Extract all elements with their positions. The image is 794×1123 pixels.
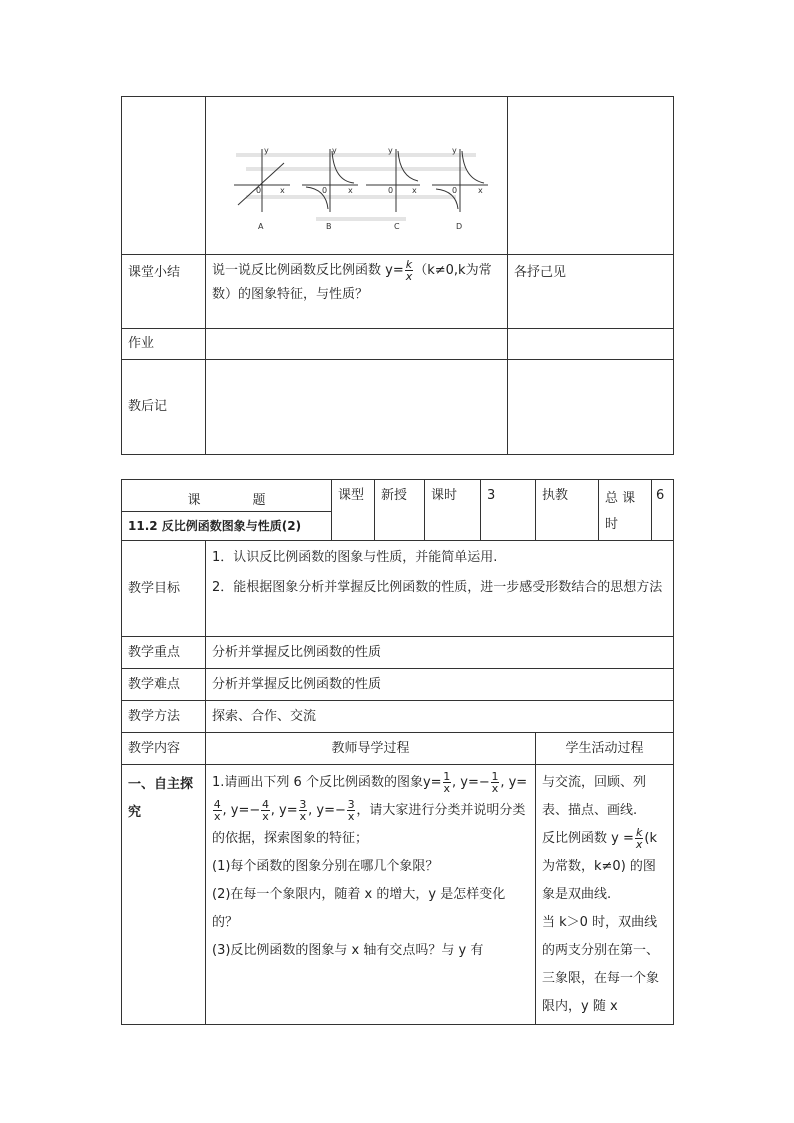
student-process-header: 学生活动过程: [536, 733, 674, 765]
blank-cell: [508, 97, 674, 255]
difficulty-label: 教学难点: [122, 669, 206, 701]
goals-label: 教学目标: [122, 541, 206, 637]
svg-text:y: y: [388, 146, 393, 155]
teacher-process-header: 教师导学过程: [206, 733, 536, 765]
reflection-content: [206, 360, 508, 455]
question-1c: (3)反比例函数的图象与 x 轴有交点吗？与 y 有: [212, 943, 484, 958]
homework-label: 作业: [122, 329, 206, 360]
graph-d: [432, 149, 488, 212]
svg-text:y: y: [452, 146, 457, 155]
question-1: 1.请画出下列 6 个反比例函数的图象y= $\frac{1}{x}$ , y=− $\frac{1}{x}$ , y= $\frac{4}{x}$ , y=− $\frac{4}{x}$ , y= $\frac{3}{x}$ , y=− $\frac{3}{x}$ ，请大家进行分类并说明分类的依据，探索图象的特征；: [212, 770, 528, 846]
goal-1: 1．认识反比例函数的图象与性质，并能简单运用.: [212, 550, 498, 565]
summary-student: 各抒己见: [508, 255, 674, 329]
student-step-3: 当 k＞0 时，双曲线的两支分别在第一、三象限，在每一个象限内，y 随 x: [542, 915, 660, 1014]
graph-options-cell: [206, 97, 508, 255]
total-value: 6: [652, 480, 674, 541]
difficulty-value: 分析并掌握反比例函数的性质: [206, 669, 674, 701]
svg-text:x: x: [280, 186, 285, 195]
svg-text:x: x: [348, 186, 353, 195]
svg-text:0: 0: [452, 186, 458, 195]
graph-label-c: C: [394, 222, 400, 231]
svg-text:x: x: [478, 186, 483, 195]
graph-a: [234, 149, 290, 212]
question-1a: (1)每个函数的图象分别在哪几个象限？: [212, 859, 439, 874]
reflection-student: [508, 360, 674, 455]
period-label: 课时: [425, 480, 481, 541]
goals-content: [206, 541, 674, 637]
graph-c: [366, 149, 420, 212]
svg-text:0: 0: [388, 186, 394, 195]
teacher-process-content: [206, 765, 536, 1025]
student-step-1: 与交流，回顾、列表、描点、画线.: [542, 775, 647, 818]
function-graphs-figure: [206, 97, 506, 247]
graph-b: [302, 149, 358, 212]
lesson-table-continued: [121, 96, 674, 455]
teacher-label: 执教: [536, 480, 599, 541]
key-label: 教学重点: [122, 637, 206, 669]
summary-question: 说一说反比例函数反比例函数 y= $\frac{k}{x}$ （k≠0,k为常数）的图象特征，与性质？: [206, 255, 508, 329]
svg-text:0: 0: [256, 186, 262, 195]
summary-label: 课堂小结: [122, 255, 206, 329]
student-process-content: [536, 765, 674, 1025]
homework-student: [508, 329, 674, 360]
graph-label-b: B: [326, 222, 332, 231]
svg-text:0: 0: [322, 186, 328, 195]
content-label: 教学内容: [122, 733, 206, 765]
graph-label-d: D: [456, 222, 463, 231]
svg-text:x: x: [412, 186, 417, 195]
method-label: 教学方法: [122, 701, 206, 733]
type-value: 新授: [375, 480, 425, 541]
period-value: 3: [481, 480, 536, 541]
lesson-plan-table: [121, 479, 674, 1025]
topic-title: 11.2 反比例函数图象与性质(2): [122, 512, 332, 541]
section1-label: 一、自主探究: [122, 765, 206, 1025]
homework-content: [206, 329, 508, 360]
graph-label-a: A: [258, 222, 264, 231]
goal-2: 2．能根据图象分析并掌握反比例函数的性质，进一步感受形数结合的思想方法: [212, 580, 663, 595]
method-value: 探索、合作、交流: [206, 701, 674, 733]
question-1b: (2)在每一个象限内，随着 x 的增大，y 是怎样变化的？: [212, 887, 506, 930]
key-value: 分析并掌握反比例函数的性质: [206, 637, 674, 669]
type-label: 课型: [332, 480, 375, 541]
total-label: 总 课 时: [599, 480, 652, 541]
reflection-label: 教后记: [122, 360, 206, 455]
svg-text:y: y: [264, 146, 269, 155]
student-step-2: 反比例函数 y = $\frac{k}{x}$ (k 为常数，k≠0) 的图象是双曲线.: [542, 826, 657, 902]
blank-cell: [122, 97, 206, 255]
svg-text:y: y: [332, 146, 337, 155]
topic-label: 课 题: [122, 480, 332, 512]
